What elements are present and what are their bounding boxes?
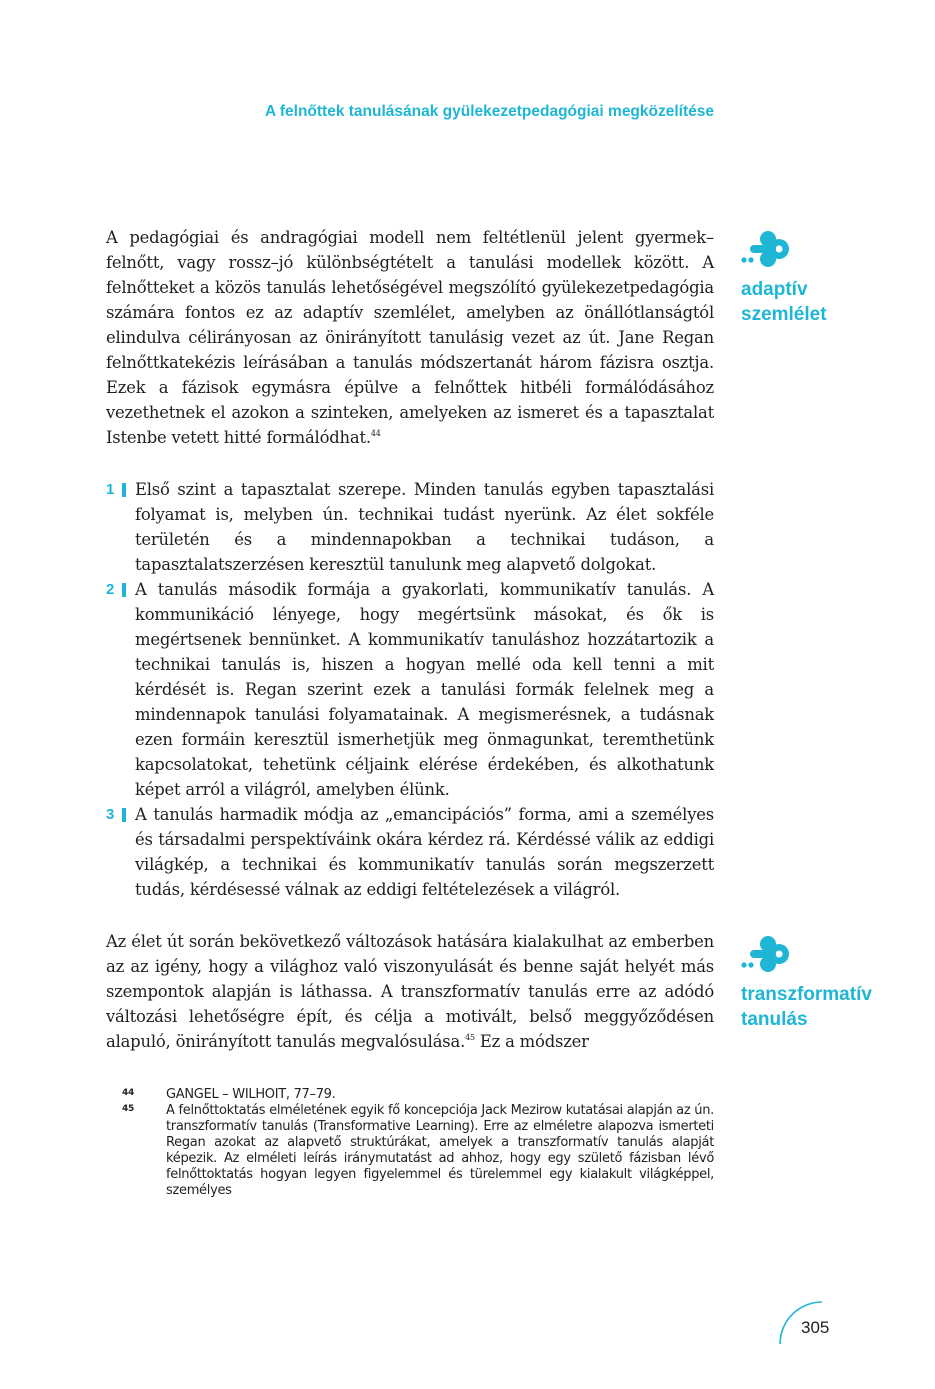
running-header: A felnőttek tanulásának gyülekezetpedagógiai megközelítése: [264, 103, 714, 120]
footnote-text: GANGEL – WILHOIT, 77–79.: [166, 1087, 336, 1102]
footnotes: [122, 1087, 714, 1199]
page-number: 305: [801, 1318, 830, 1337]
list-item: [106, 577, 714, 802]
footnote-text: A felnőttoktatás elméletének egyik fő koncepciója Jack Mezirow kutatásai alapján az ún. transzformatív tanulás (Transformative Learning). Erre az elméletre alapozva ismerteti Regan azokat az alapvető struktúrákat, amelyek a transzformatív tanulás alapját képezik. Az elméleti leírás iránymutatást ad ahhoz, hogy egy születő fázisban lévő felnőttoktatás hogyan legyen figyelemmel és türelemmel egy kialakult világképpel, személyes: [166, 1103, 714, 1198]
list-number: 3: [106, 806, 115, 823]
footnote-45: [122, 1103, 714, 1199]
list-item: [106, 802, 714, 902]
list-marker-bar: [122, 808, 126, 822]
key-icon: [741, 230, 793, 268]
list-item: [106, 477, 714, 577]
list-marker-bar: [122, 483, 126, 497]
footnote-44: [122, 1087, 714, 1103]
paragraph-2-text: Az élet út során bekövetkező változások hatására kialakulhat az emberben az az igény, hogy a világhoz való viszonyulását és benne saját helyét más szempontok alapján is láthassa. A transzformatív tanulás erre az adódó változási lehetőségre épít, és célja a motivált, belső meggyőződésen alapuló, önirányított tanulás megvalósulása.: [106, 932, 714, 1051]
paragraph-2: [106, 929, 714, 1054]
side-note-transformative: [741, 935, 872, 1032]
list-number: 2: [106, 581, 115, 598]
footnote-ref-45[interactable]: 45: [465, 1033, 475, 1042]
list-item-text: Első szint a tapasztalat szerepe. Minden tanulás egyben tapasztalási folyamat is, melyben ún. technikai tudást nyerünk. Az élet sokféle területén és a mindennapokban a technikai tudáson, a tapasztalatszerzésen keresztül tanulunk meg alapvető dolgokat.: [135, 480, 714, 574]
list-number: 1: [106, 481, 115, 498]
page-number-block: [776, 1300, 836, 1346]
list-marker-bar: [122, 583, 126, 597]
footnote-number: 45: [122, 1104, 134, 1114]
list-item-text: A tanulás harmadik módja az „emancipációs” forma, ami a személyes és társadalmi perspektíváink okára kérdez rá. Kérdéssé válik az eddigi világkép, a technikai és kommunikatív tanulás során megszerzett tudás, kérdésessé válnak az eddigi feltételezések a világról.: [135, 805, 714, 899]
list-item-text: A tanulás második formája a gyakorlati, kommunikatív tanulás. A kommunikáció lényege, hogy megértsünk másokat, és ők is megértsenek bennünket. A kommunikatív tanuláshoz hozzátartozik a technikai tanulás is, hiszen a hogyan mellé oda kell tenni a mit kérdését is. Regan szerint ezek a tanulási formák felelnek meg a mindennapok tanulási folyamatainak. A megismerésnek, a tudásnak ezen formáin keresztül ismerhetjük meg önmagunkat, teremthetünk kapcsolatokat, tehetünk céljaink elérése érdekében, és alkothatunk képet arról a világról, amelyben élünk.: [135, 580, 714, 799]
paragraph-1: [106, 225, 714, 450]
footnote-ref-44[interactable]: 44: [370, 429, 381, 438]
side-note-label-1: transzformatív: [741, 984, 872, 1005]
phase-list: [106, 477, 714, 902]
side-note-label-2: tanulás: [741, 1009, 808, 1030]
side-note-label-1: adaptív: [741, 279, 808, 300]
paragraph-2-continuation: Ez a módszer: [474, 1032, 589, 1051]
side-note-adaptive: [741, 230, 827, 327]
key-icon: [741, 935, 793, 973]
paragraph-1-text: A pedagógiai és andragógiai modell nem feltétlenül jelent gyermek–felnőtt, vagy rossz–jó különbségtételt a tanulási modellek között. A felnőtteket a közös tanulás lehetőségével megszólító gyülekezetpedagógia számára fontos ez az adaptív szemlélet, amelyben az önállótlanságtól elindulva célirányosan az önirányított tanulásig vezet az út. Jane Regan felnőttkatekézis leírásában a tanulás módszertanát három fázisra osztja. Ezek a fázisok egymásra épülve a felnőttek hitbéli formálódásához vezethetnek el azokon a szinteken, amelyeken az ismeret és a tapasztalat Istenbe vetett hitté formálódhat.: [106, 228, 714, 447]
side-note-label-2: szemlélet: [741, 304, 827, 325]
footnote-number: 44: [122, 1088, 134, 1098]
